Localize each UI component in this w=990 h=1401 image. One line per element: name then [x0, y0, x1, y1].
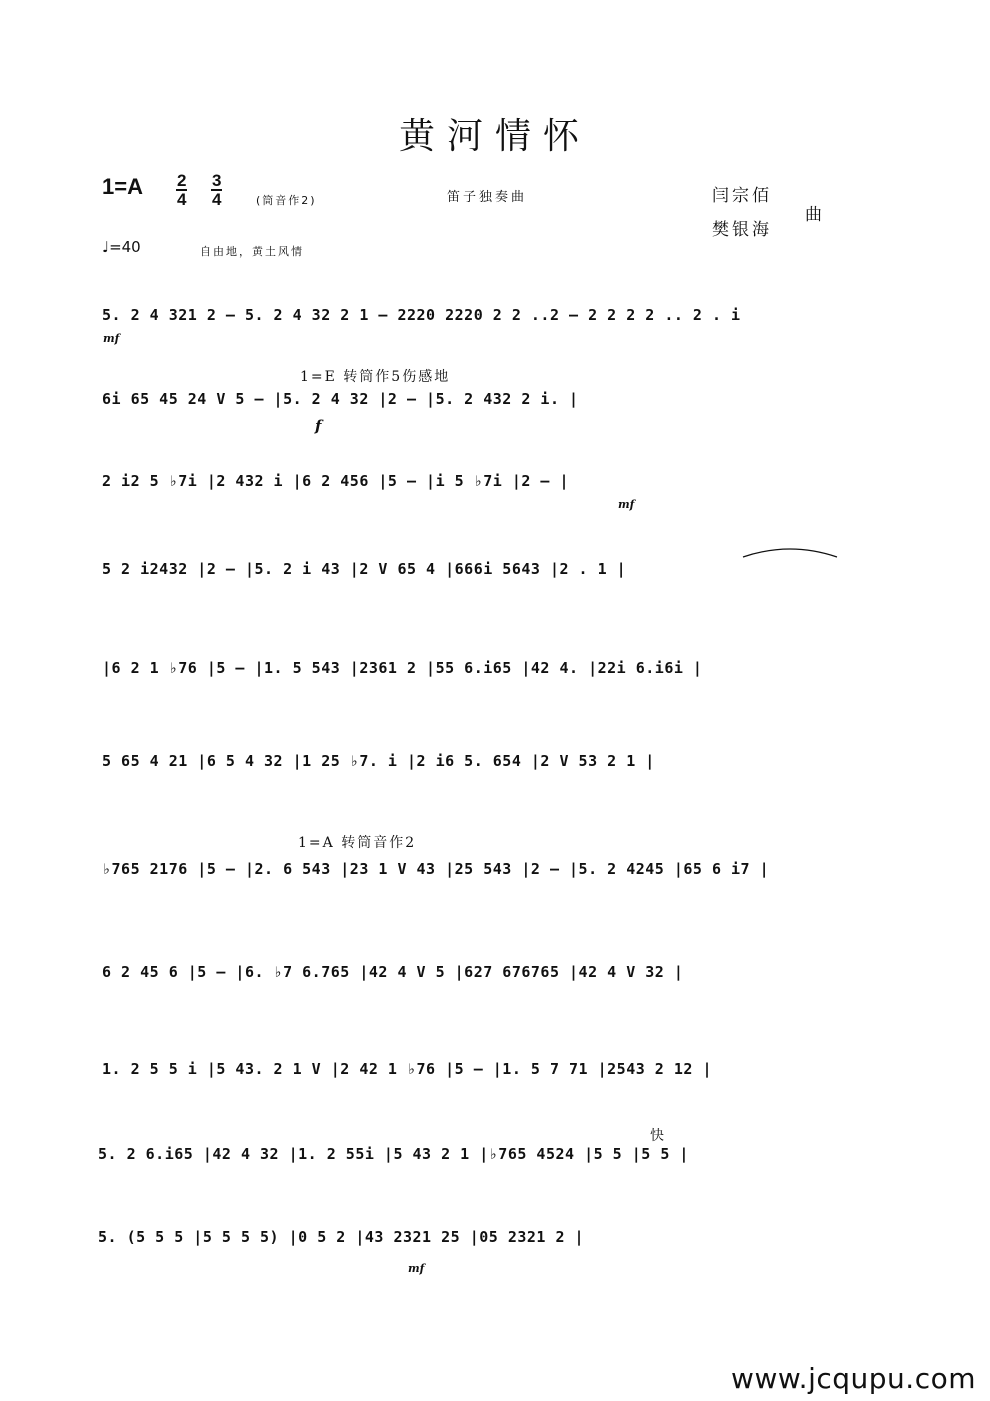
site-watermark: www.jcqupu.com [731, 1362, 976, 1395]
meter-numerator: 2 [177, 171, 187, 190]
tube-note: (筒音作2) [256, 194, 317, 207]
slur-mark [740, 544, 840, 558]
expression-marking: 自由地，黄土风情 [200, 245, 304, 258]
dynamic-mf: mf [103, 332, 120, 345]
time-signature-3-4 [211, 172, 222, 208]
notation-line-1: 5. 2 4 321 2 – 5. 2 4 32 2 1 – 2220 2220 2 2 ..2 – 2 2 2 2 .. 2 . i [102, 306, 741, 324]
notation-line-10: 5. 2 6.i65 |42 4 32 |1. 2 55i |5 43 2 1 |♭765 4524 |5 5 |5 5 | [98, 1145, 689, 1163]
meter-denominator: 4 [177, 190, 187, 209]
modulation-annotation: 1=A 转筒音作2 [298, 835, 417, 851]
notation-line-4: 5 2 i2432 |2 – |5. 2 i 43 |2 V 65 4 |666i 5643 |2 . 1 | [102, 560, 627, 578]
meter-denominator: 4 [212, 190, 222, 209]
dynamic-f: f [315, 417, 322, 435]
notation-line-11: 5. (5 5 5 |5 5 5 5) |0 5 2 |43 2321 25 |05 2321 2 | [98, 1228, 585, 1246]
dynamic-mf: mf [618, 498, 635, 511]
notation-line-3: 2 i2 5 ♭7i |2 432 i |6 2 456 |5 – |i 5 ♭7i |2 – | [102, 472, 570, 490]
meter-numerator: 3 [212, 171, 222, 190]
composer-2: 樊银海 [712, 220, 772, 240]
subtitle: 笛子独奏曲 [447, 190, 528, 205]
score-title: 黄河情怀 [398, 116, 591, 157]
tempo-change-annotation: 快 [650, 1128, 666, 1144]
modulation-annotation: 1=E 转筒作5伤感地 [300, 369, 451, 385]
composer-1: 闫宗佰 [712, 186, 772, 206]
tempo-marking: ♩=40 [102, 238, 141, 256]
time-signature-2-4 [176, 172, 187, 208]
notation-line-9: 1. 2 5 5 i |5 43. 2 1 V |2 42 1 ♭76 |5 – |1. 5 7 71 |2543 2 12 | [102, 1060, 712, 1078]
notation-line-7: ♭765 2176 |5 – |2. 6 543 |23 1 V 43 |25 543 |2 – |5. 2 4245 |65 6 i7 | [102, 860, 770, 878]
dynamic-mf: mf [408, 1262, 425, 1275]
notation-line-2: 6i 65 45 24 V 5 – |5. 2 4 32 |2 – |5. 2 432 2 i. | [102, 390, 579, 408]
notation-line-5: |6 2 1 ♭76 |5 – |1. 5 543 |2361 2 |55 6.i65 |42 4. |22i 6.i6i | [102, 659, 703, 677]
notation-line-6: 5 65 4 21 |6 5 4 32 |1 25 ♭7. i |2 i6 5. 654 |2 V 53 2 1 | [102, 752, 655, 770]
composer-suffix: 曲 [805, 205, 822, 225]
notation-line-8: 6 2 45 6 |5 – |6. ♭7 6.765 |42 4 V 5 |627 676765 |42 4 V 32 | [102, 963, 684, 981]
key-signature: 1=A [102, 174, 143, 199]
